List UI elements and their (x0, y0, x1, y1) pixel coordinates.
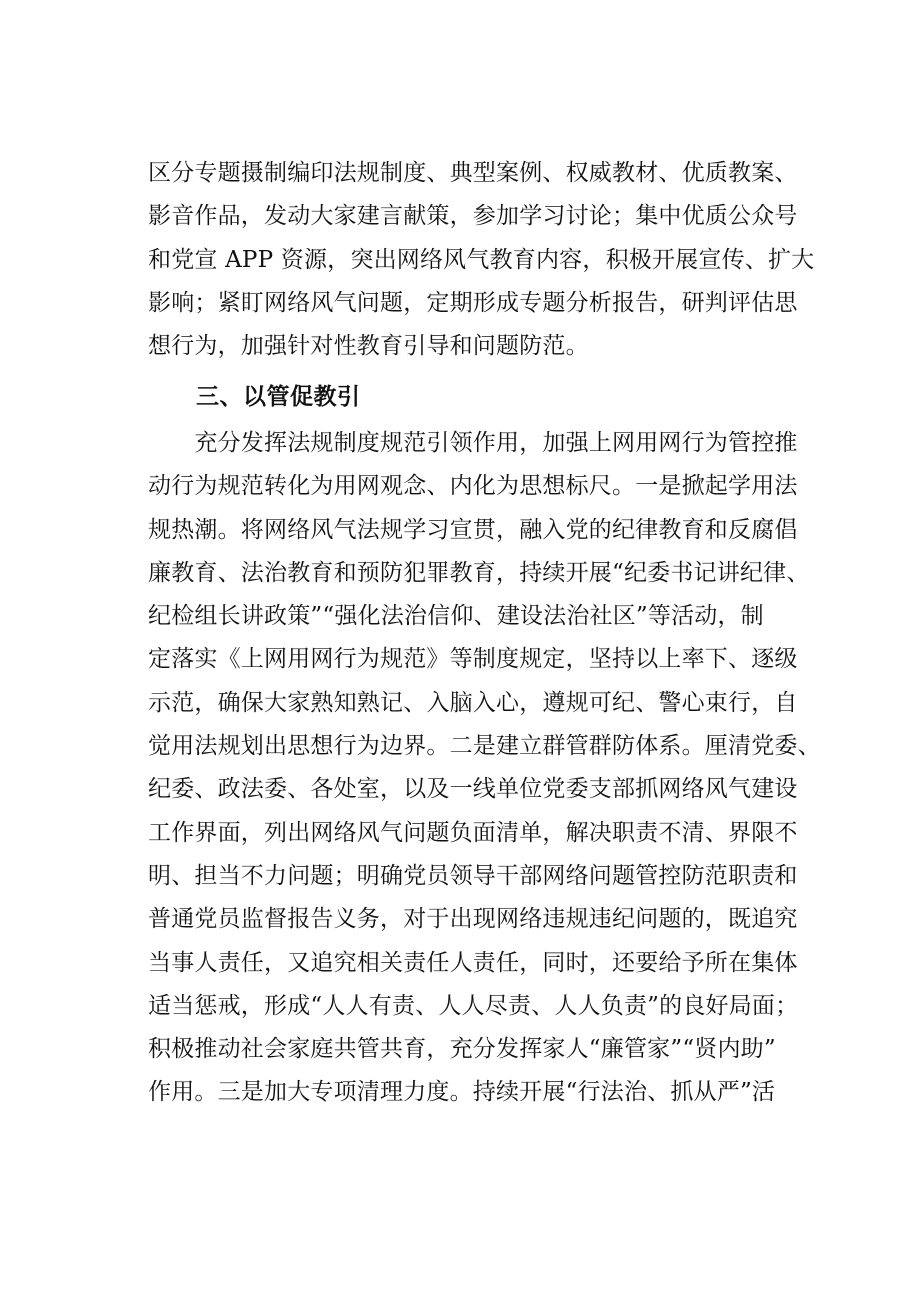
main-paragraph (148, 422, 821, 1115)
paragraph-line: 示范，确保大家熟知熟记、入脑入心，遵规可纪、警心束行，自 (148, 689, 798, 716)
paragraph-line: 规热潮。将网络风气法规学习宣贯，融入党的纪律教育和反腐倡 (148, 516, 798, 543)
paragraph-line: 纪检组长讲政策”“强化法治信仰、建设法治社区”等活动，制 (148, 603, 764, 630)
section-heading: 三、以管促教引 (196, 384, 361, 410)
paragraph-line: 想行为，加强针对性教育引导和问题防范。 (148, 333, 589, 360)
paragraph-line: 和党宣 APP 资源，突出网络风气教育内容，积极开展宣传、扩大 (148, 246, 815, 273)
paragraph-line: 廉教育、法治教育和预防犯罪教育，持续开展“纪委书记讲纪律、 (148, 559, 810, 586)
continued-paragraph (148, 152, 815, 368)
paragraph-line: 纪委、政法委、各处室，以及一线单位党委支部抓网络风气建设 (148, 776, 798, 803)
paragraph-line: 影音作品，发动大家建言献策，参加学习讨论；集中优质公众号 (148, 203, 798, 230)
paragraph-line: 当事人责任，又追究相关责任人责任，同时，还要给予所在集体 (148, 949, 798, 976)
paragraph-line: 普通党员监督报告义务，对于出现网络违规违纪问题的，既追究 (148, 906, 798, 933)
paragraph-line: 充分发挥法规制度规范引领作用，加强上网用网行为管控推 (148, 430, 798, 456)
paragraph-line: 积极推动社会家庭共管共育，充分发挥家人“廉管家”“贤内助” (148, 1036, 776, 1063)
paragraph-line: 定落实《上网用网行为规范》等制度规定，坚持以上率下、逐级 (148, 646, 798, 673)
paragraph-line: 区分专题摄制编印法规制度、典型案例、权威教材、优质教案、 (148, 160, 798, 186)
paragraph-line: 作用。三是加大专项清理力度。持续开展“行法治、抓从严”活 (148, 1079, 776, 1106)
paragraph-line: 工作界面，列出网络风气问题负面清单，解决职责不清、界限不 (148, 819, 798, 846)
paragraph-line: 觉用法规划出思想行为边界。二是建立群管群防体系。厘清党委、 (148, 733, 821, 760)
paragraph-line: 适当惩戒，形成“人人有责、人人尽责、人人负责”的良好局面； (148, 992, 799, 1019)
paragraph-line: 明、担当不力问题；明确党员领导干部网络问题管控防范职责和 (148, 862, 798, 889)
paragraph-line: 影响；紧盯网络风气问题，定期形成专题分析报告，研判评估思 (148, 289, 798, 316)
paragraph-line: 动行为规范转化为用网观念、内化为思想标尺。一是掀起学用法 (148, 473, 798, 500)
